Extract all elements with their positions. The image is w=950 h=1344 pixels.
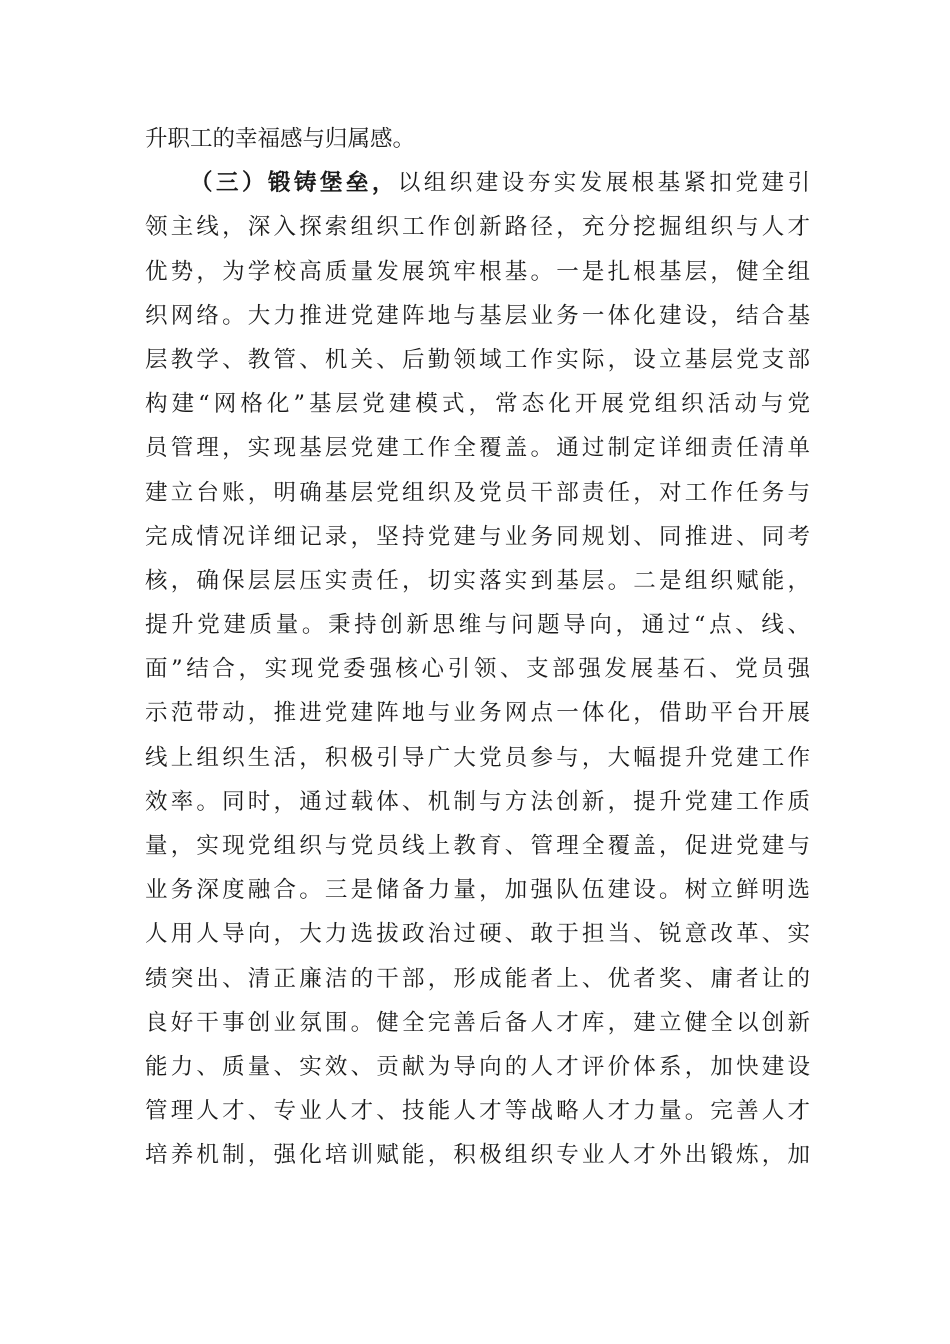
- paragraph-2-line: 线上组织生活，积极引导广大党员参与，大幅提升党建工作: [145, 744, 810, 771]
- paragraph-2-line: 绩突出、清正廉洁的干部，形成能者上、优者奖、庸者让的: [145, 965, 810, 992]
- paragraph-2-line: 建立台账，明确基层党组织及党员干部责任，对工作任务与: [145, 479, 810, 506]
- paragraph-2-line: 效率。同时，通过载体、机制与方法创新，提升党建工作质: [145, 788, 810, 815]
- paragraph-2-line: 优势，为学校高质量发展筑牢根基。一是扎根基层，健全组: [145, 258, 810, 285]
- paragraph-2-line: 织网络。大力推进党建阵地与基层业务一体化建设，结合基: [145, 302, 810, 329]
- paragraph-2-line: 面”结合，实现党委强核心引领、支部强发展基石、党员强: [145, 656, 810, 683]
- paragraph-2-line: 领主线，深入探索组织工作创新路径，充分挖掘组织与人才: [145, 214, 810, 241]
- paragraph-2-line: 培养机制，强化培训赋能，积极组织专业人才外出锻炼，加: [145, 1142, 810, 1169]
- paragraph-2-line: 核，确保层层压实责任，切实落实到基层。二是组织赋能，: [145, 567, 810, 594]
- paragraph-2-line: 良好干事创业氛围。健全完善后备人才库，建立健全以创新: [145, 1009, 810, 1036]
- paragraph-1-line: 升职工的幸福感与归属感。: [145, 126, 416, 152]
- paragraph-2-line: 业务深度融合。三是储备力量，加强队伍建设。树立鲜明选: [145, 877, 810, 904]
- section-heading: （三）锻铸堡垒，: [190, 170, 398, 197]
- body-text: [145, 117, 810, 1178]
- paragraph-2-line: 管理人才、专业人才、技能人才等战略人才力量。完善人才: [145, 1098, 810, 1125]
- paragraph-2-line: 量，实现党组织与党员线上教育、管理全覆盖，促进党建与: [145, 833, 810, 859]
- paragraph-2-first-line: [145, 161, 810, 205]
- paragraph-2-line: 提升党建质量。秉持创新思维与问题导向，通过“点、线、: [145, 612, 810, 639]
- paragraph-2-line: 示范带动，推进党建阵地与业务网点一体化，借助平台开展: [145, 700, 810, 727]
- paragraph-2-line: 能力、质量、实效、贡献为导向的人才评价体系，加快建设: [145, 1053, 810, 1080]
- paragraph-2-line: 层教学、教管、机关、后勤领域工作实际，设立基层党支部: [145, 346, 810, 373]
- paragraph-2-line: 员管理，实现基层党建工作全覆盖。通过制定详细责任清单: [145, 435, 810, 462]
- paragraph-2-line: 构建“网格化”基层党建模式，常态化开展党组织活动与党: [145, 391, 810, 418]
- first-line-rest: 以组织建设夯实发展根基紧扣党建引: [397, 170, 810, 197]
- paragraph-2-line: 人用人导向，大力选拔政治过硬、敢于担当、锐意改革、实: [145, 921, 810, 948]
- paragraph-2-line: 完成情况详细记录，坚持党建与业务同规划、同推进、同考: [145, 523, 810, 550]
